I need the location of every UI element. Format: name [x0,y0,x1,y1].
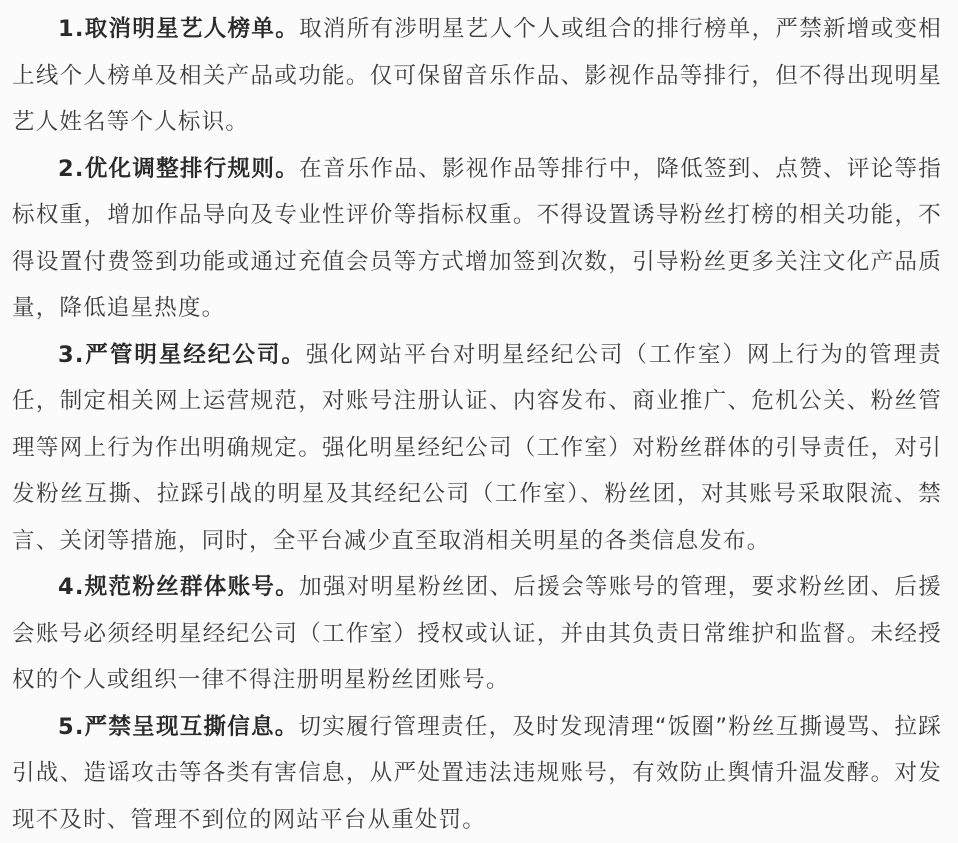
paragraph-3 [12,332,942,565]
paragraph-heading: 5.严禁呈现互撕信息。 [58,714,299,740]
paragraph-4 [12,564,942,704]
paragraph-1 [12,6,942,146]
paragraph-5 [12,704,942,843]
paragraph-heading: 4.规范粉丝群体账号。 [58,574,299,600]
document-body [12,6,942,843]
paragraph-text: 在音乐作品、影视作品等排行中，降低签到、点赞、评论等指标权重，增加作品导向及专业性评价等指标权重。不得设置诱导粉丝打榜的相关功能，不得设置付费签到功能或通过充值会员等方式增加签到次数，引导粉丝更多关注文化产品质量，降低追星热度。 [12,156,942,322]
paragraph-text: 强化网站平台对明星经纪公司（工作室）网上行为的管理责任，制定相关网上运营规范，对账号注册认证、内容发布、商业推广、危机公关、粉丝管理等网上行为作出明确规定。强化明星经纪公司（工作室）对粉丝群体的引导责任，对引发粉丝互撕、拉踩引战的明星及其经纪公司（工作室）、粉丝团，对其账号采取限流、禁言、关闭等措施，同时，全平台减少直至取消相关明星的各类信息发布。 [12,342,942,554]
paragraph-heading: 1.取消明星艺人榜单。 [58,16,299,42]
paragraph-heading: 3.严管明星经纪公司。 [58,342,306,368]
paragraph-text: 加强对明星粉丝团、后援会等账号的管理，要求粉丝团、后援会账号必须经明星经纪公司（工作室）授权或认证，并由其负责日常维护和监督。未经授权的个人或组织一律不得注册明星粉丝团账号。 [12,574,942,693]
paragraph-heading: 2.优化调整排行规则。 [58,156,299,182]
paragraph-text: 切实履行管理责任，及时发现清理“饭圈”粉丝互撕谩骂、拉踩引战、造谣攻击等各类有害信息，从严处置违法违规账号，有效防止舆情升温发酵。对发现不及时、管理不到位的网站平台从重处罚。 [12,714,942,833]
paragraph-text: 取消所有涉明星艺人个人或组合的排行榜单，严禁新增或变相上线个人榜单及相关产品或功能。仅可保留音乐作品、影视作品等排行，但不得出现明星艺人姓名等个人标识。 [12,16,942,135]
paragraph-2 [12,146,942,332]
